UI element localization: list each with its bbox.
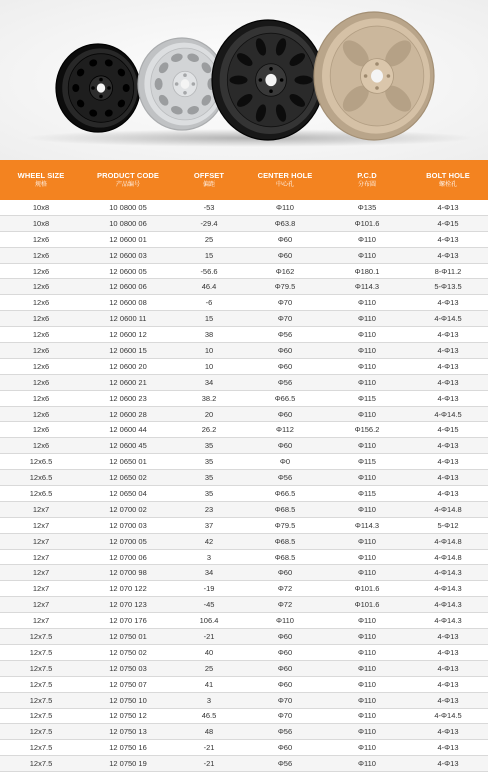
pcd-cell: Φ110 — [326, 756, 408, 772]
product-code-cell: 12 0750 01 — [82, 629, 174, 645]
offset-cell: 38.2 — [174, 390, 244, 406]
product-code-cell: 12 0750 12 — [82, 708, 174, 724]
offset-cell: 15 — [174, 311, 244, 327]
product-code-cell: 12 0700 05 — [82, 533, 174, 549]
offset-cell: -21 — [174, 629, 244, 645]
offset-cell: 106.4 — [174, 613, 244, 629]
table-row — [0, 311, 488, 327]
wheel-size-cell: 12x7 — [0, 581, 82, 597]
wheel-size-cell: 12x7.5 — [0, 676, 82, 692]
center-hole-cell: Φ66.5 — [244, 486, 326, 502]
product-code-cell: 12 0700 03 — [82, 517, 174, 533]
column-header-pcd — [326, 160, 408, 200]
table-row — [0, 517, 488, 533]
center-hole-cell: Φ56 — [244, 374, 326, 390]
pcd-cell: Φ110 — [326, 438, 408, 454]
table-row — [0, 486, 488, 502]
center-hole-cell: Φ56 — [244, 724, 326, 740]
offset-cell: 46.4 — [174, 279, 244, 295]
center-hole-cell: Φ56 — [244, 470, 326, 486]
center-hole-cell: Φ60 — [244, 644, 326, 660]
pcd-cell: Φ114.3 — [326, 279, 408, 295]
offset-cell: 25 — [174, 231, 244, 247]
wheel-size-cell: 12x7.5 — [0, 660, 82, 676]
table-row — [0, 247, 488, 263]
wheel-size-cell: 12x7 — [0, 533, 82, 549]
column-header-label: WHEEL SIZE — [17, 170, 65, 180]
wheel-size-cell: 12x7 — [0, 501, 82, 517]
table-row — [0, 501, 488, 517]
product-code-cell: 12 0750 13 — [82, 724, 174, 740]
bolt-hole-cell: 4-Φ13 — [408, 454, 488, 470]
pcd-cell: Φ101.6 — [326, 597, 408, 613]
product-code-cell: 12 0600 44 — [82, 422, 174, 438]
center-hole-cell: Φ70 — [244, 692, 326, 708]
wheel-size-cell: 12x7.5 — [0, 644, 82, 660]
wheel-size-cell: 12x6 — [0, 406, 82, 422]
table-row — [0, 708, 488, 724]
bolt-hole-cell: 4-Φ13 — [408, 644, 488, 660]
offset-cell: -21 — [174, 756, 244, 772]
product-code-cell: 12 0600 28 — [82, 406, 174, 422]
bolt-hole-cell: 4-Φ13 — [408, 295, 488, 311]
table-row — [0, 343, 488, 359]
column-header-sublabel: 分布圆 — [357, 181, 376, 188]
wheel-product-photo — [0, 0, 488, 160]
wheel-size-cell: 12x7.5 — [0, 724, 82, 740]
offset-cell: 37 — [174, 517, 244, 533]
wheel-size-cell: 12x6 — [0, 343, 82, 359]
product-code-cell: 10 0800 06 — [82, 215, 174, 231]
pcd-cell: Φ110 — [326, 374, 408, 390]
center-hole-cell: Φ56 — [244, 756, 326, 772]
center-hole-cell: Φ110 — [244, 613, 326, 629]
table-row — [0, 231, 488, 247]
product-code-cell: 12 0750 10 — [82, 692, 174, 708]
offset-cell: 40 — [174, 644, 244, 660]
wheel-size-cell: 12x7 — [0, 517, 82, 533]
pcd-cell: Φ110 — [326, 470, 408, 486]
wheel-size-cell: 12x6 — [0, 374, 82, 390]
product-code-cell: 12 0600 11 — [82, 311, 174, 327]
pcd-cell: Φ110 — [326, 692, 408, 708]
product-code-cell: 12 0600 20 — [82, 358, 174, 374]
center-hole-cell: Φ68.5 — [244, 533, 326, 549]
beige-steel-wheel-icon — [314, 12, 434, 140]
product-code-cell: 12 0750 03 — [82, 660, 174, 676]
bolt-hole-cell: 4-Φ13 — [408, 343, 488, 359]
bolt-hole-cell: 4-Φ14.8 — [408, 501, 488, 517]
bolt-hole-cell: 4-Φ13 — [408, 327, 488, 343]
center-hole-cell: Φ112 — [244, 422, 326, 438]
bolt-hole-cell: 4-Φ13 — [408, 629, 488, 645]
bolt-hole-cell: 4-Φ13 — [408, 390, 488, 406]
offset-cell: 48 — [174, 724, 244, 740]
pcd-cell: Φ135 — [326, 200, 408, 215]
offset-cell: 26.2 — [174, 422, 244, 438]
center-hole-cell: Φ60 — [244, 660, 326, 676]
offset-cell: 20 — [174, 406, 244, 422]
column-header-center-hole — [244, 160, 326, 200]
bolt-hole-cell: 4-Φ15 — [408, 422, 488, 438]
table-row — [0, 295, 488, 311]
center-hole-cell: Φ60 — [244, 358, 326, 374]
center-hole-cell: Φ70 — [244, 295, 326, 311]
wheel-size-cell: 12x6 — [0, 295, 82, 311]
product-code-cell: 12 0600 21 — [82, 374, 174, 390]
bolt-hole-cell: 4-Φ14.5 — [408, 406, 488, 422]
wheel-size-cell: 12x6 — [0, 390, 82, 406]
table-row — [0, 533, 488, 549]
table-row — [0, 374, 488, 390]
pcd-cell: Φ115 — [326, 486, 408, 502]
product-code-cell: 12 0750 19 — [82, 756, 174, 772]
center-hole-cell: Φ162 — [244, 263, 326, 279]
product-code-cell: 12 0600 01 — [82, 231, 174, 247]
table-row — [0, 422, 488, 438]
offset-cell: 35 — [174, 438, 244, 454]
center-hole-cell: Φ60 — [244, 629, 326, 645]
pcd-cell: Φ101.6 — [326, 581, 408, 597]
wheel-size-cell: 12x6 — [0, 231, 82, 247]
product-code-cell: 12 0650 01 — [82, 454, 174, 470]
pcd-cell: Φ110 — [326, 549, 408, 565]
product-code-cell: 10 0800 05 — [82, 200, 174, 215]
center-hole-cell: Φ60 — [244, 676, 326, 692]
product-code-cell: 12 0600 05 — [82, 263, 174, 279]
offset-cell: -29.4 — [174, 215, 244, 231]
pcd-cell: Φ110 — [326, 676, 408, 692]
column-header-sublabel: 中心孔 — [275, 181, 294, 188]
bolt-hole-cell: 4-Φ13 — [408, 470, 488, 486]
pcd-cell: Φ156.2 — [326, 422, 408, 438]
bolt-hole-cell: 4-Φ13 — [408, 692, 488, 708]
product-code-cell: 12 070 176 — [82, 613, 174, 629]
bolt-hole-cell: 4-Φ14.8 — [408, 533, 488, 549]
pcd-cell: Φ101.6 — [326, 215, 408, 231]
center-hole-cell: Φ66.5 — [244, 390, 326, 406]
table-row — [0, 215, 488, 231]
wheel-size-cell: 12x6.5 — [0, 470, 82, 486]
offset-cell: 10 — [174, 343, 244, 359]
wheel-size-cell: 12x6 — [0, 327, 82, 343]
table-header-row — [0, 160, 488, 200]
wheel-size-cell: 12x6 — [0, 358, 82, 374]
bolt-hole-cell: 4-Φ14.8 — [408, 549, 488, 565]
bolt-hole-cell: 4-Φ13 — [408, 756, 488, 772]
offset-cell: -19 — [174, 581, 244, 597]
offset-cell: 35 — [174, 454, 244, 470]
pcd-cell: Φ110 — [326, 724, 408, 740]
bolt-hole-cell: 4-Φ13 — [408, 676, 488, 692]
bolt-hole-cell: 4-Φ14.3 — [408, 581, 488, 597]
center-hole-cell: Φ60 — [244, 740, 326, 756]
offset-cell: 46.5 — [174, 708, 244, 724]
center-hole-cell: Φ60 — [244, 231, 326, 247]
offset-cell: -45 — [174, 597, 244, 613]
column-header-sublabel: 规格 — [34, 181, 47, 188]
wheel-spec-table — [0, 160, 488, 772]
offset-cell: 10 — [174, 358, 244, 374]
offset-cell: 35 — [174, 486, 244, 502]
bolt-hole-cell: 4-Φ13 — [408, 438, 488, 454]
bolt-hole-cell: 4-Φ13 — [408, 358, 488, 374]
wheel-size-cell: 10x8 — [0, 200, 82, 215]
bolt-hole-cell: 4-Φ14.3 — [408, 597, 488, 613]
column-header-wheel-size — [0, 160, 82, 200]
column-header-label: BOLT HOLE — [426, 170, 470, 180]
pcd-cell: Φ110 — [326, 565, 408, 581]
product-code-cell: 12 0700 06 — [82, 549, 174, 565]
product-code-cell: 12 0750 16 — [82, 740, 174, 756]
pcd-cell: Φ110 — [326, 247, 408, 263]
center-hole-cell: Φ110 — [244, 200, 326, 215]
center-hole-cell: Φ0 — [244, 454, 326, 470]
center-hole-cell: Φ72 — [244, 581, 326, 597]
pcd-cell: Φ110 — [326, 406, 408, 422]
table-row — [0, 549, 488, 565]
product-code-cell: 12 070 122 — [82, 581, 174, 597]
wheel-size-cell: 12x7.5 — [0, 740, 82, 756]
wheel-size-cell: 12x6 — [0, 247, 82, 263]
table-row — [0, 406, 488, 422]
offset-cell: 38 — [174, 327, 244, 343]
pcd-cell: Φ110 — [326, 231, 408, 247]
offset-cell: -6 — [174, 295, 244, 311]
center-hole-cell: Φ60 — [244, 343, 326, 359]
pcd-cell: Φ110 — [326, 660, 408, 676]
product-code-cell: 12 0650 02 — [82, 470, 174, 486]
bolt-hole-cell: 5-Φ13.5 — [408, 279, 488, 295]
product-code-cell: 12 0600 45 — [82, 438, 174, 454]
bolt-hole-cell: 4-Φ14.3 — [408, 565, 488, 581]
table-row — [0, 565, 488, 581]
table-row — [0, 327, 488, 343]
product-code-cell: 12 0600 03 — [82, 247, 174, 263]
product-code-cell: 12 0650 04 — [82, 486, 174, 502]
product-code-cell: 12 070 123 — [82, 597, 174, 613]
bolt-hole-cell: 4-Φ13 — [408, 724, 488, 740]
column-header-label: PRODUCT CODE — [96, 170, 160, 180]
pcd-cell: Φ110 — [326, 501, 408, 517]
bolt-hole-cell: 4-Φ13 — [408, 374, 488, 390]
wheel-size-cell: 12x6 — [0, 279, 82, 295]
table-row — [0, 200, 488, 215]
pcd-cell: Φ115 — [326, 454, 408, 470]
product-code-cell: 12 0600 06 — [82, 279, 174, 295]
bolt-hole-cell: 4-Φ13 — [408, 740, 488, 756]
pcd-cell: Φ110 — [326, 533, 408, 549]
offset-cell: -56.6 — [174, 263, 244, 279]
center-hole-cell: Φ60 — [244, 565, 326, 581]
bolt-hole-cell: 4-Φ14.3 — [408, 613, 488, 629]
offset-cell: 23 — [174, 501, 244, 517]
table-row — [0, 438, 488, 454]
column-header-sublabel: 螺栓孔 — [438, 181, 457, 188]
product-code-cell: 12 0700 98 — [82, 565, 174, 581]
wheel-size-cell: 12x6 — [0, 438, 82, 454]
wheel-size-cell: 12x6.5 — [0, 454, 82, 470]
product-code-cell: 12 0600 23 — [82, 390, 174, 406]
table-row — [0, 358, 488, 374]
center-hole-cell: Φ79.5 — [244, 517, 326, 533]
bolt-hole-cell: 4-Φ13 — [408, 247, 488, 263]
pcd-cell: Φ110 — [326, 708, 408, 724]
wheel-size-cell: 12x7 — [0, 597, 82, 613]
center-hole-cell: Φ60 — [244, 247, 326, 263]
pcd-cell: Φ110 — [326, 295, 408, 311]
pcd-cell: Φ110 — [326, 740, 408, 756]
bolt-hole-cell: 5-Φ12 — [408, 517, 488, 533]
black-steel-wheel-icon — [212, 20, 324, 140]
pcd-cell: Φ110 — [326, 644, 408, 660]
product-code-cell: 12 0700 02 — [82, 501, 174, 517]
offset-cell: 34 — [174, 565, 244, 581]
offset-cell: 34 — [174, 374, 244, 390]
pcd-cell: Φ110 — [326, 629, 408, 645]
column-header-bolt-hole — [408, 160, 488, 200]
offset-cell: 41 — [174, 676, 244, 692]
table-row — [0, 676, 488, 692]
table-row — [0, 724, 488, 740]
offset-cell: 3 — [174, 692, 244, 708]
column-header-product-code — [82, 160, 174, 200]
offset-cell: 15 — [174, 247, 244, 263]
center-hole-cell: Φ70 — [244, 708, 326, 724]
pcd-cell: Φ180.1 — [326, 263, 408, 279]
bolt-hole-cell: 4-Φ14.5 — [408, 708, 488, 724]
table-row — [0, 756, 488, 772]
wheel-size-cell: 12x7.5 — [0, 629, 82, 645]
offset-cell: 42 — [174, 533, 244, 549]
product-code-cell: 12 0600 15 — [82, 343, 174, 359]
bolt-hole-cell: 4-Φ14.5 — [408, 311, 488, 327]
wheel-size-cell: 12x6.5 — [0, 486, 82, 502]
center-hole-cell: Φ72 — [244, 597, 326, 613]
bolt-hole-cell: 4-Φ13 — [408, 231, 488, 247]
table-row — [0, 390, 488, 406]
table-row — [0, 660, 488, 676]
center-hole-cell: Φ60 — [244, 438, 326, 454]
wheel-size-cell: 12x7 — [0, 613, 82, 629]
product-code-cell: 12 0600 12 — [82, 327, 174, 343]
offset-cell: -21 — [174, 740, 244, 756]
column-header-label: CENTER HOLE — [257, 170, 313, 180]
offset-cell: -53 — [174, 200, 244, 215]
center-hole-cell: Φ70 — [244, 311, 326, 327]
table-row — [0, 581, 488, 597]
wheel-size-cell: 12x7 — [0, 565, 82, 581]
wheel-size-cell: 10x8 — [0, 215, 82, 231]
offset-cell: 3 — [174, 549, 244, 565]
wheel-size-cell: 12x7.5 — [0, 708, 82, 724]
center-hole-cell: Φ68.5 — [244, 501, 326, 517]
black-steel-wheel-icon — [56, 44, 140, 132]
wheel-size-cell: 12x7.5 — [0, 756, 82, 772]
wheel-size-cell: 12x6 — [0, 311, 82, 327]
product-code-cell: 12 0600 08 — [82, 295, 174, 311]
center-hole-cell: Φ68.5 — [244, 549, 326, 565]
wheel-size-cell: 12x7 — [0, 549, 82, 565]
bolt-hole-cell: 4-Φ13 — [408, 200, 488, 215]
wheel-size-cell: 12x7.5 — [0, 692, 82, 708]
bolt-hole-cell: 4-Φ13 — [408, 486, 488, 502]
center-hole-cell: Φ79.5 — [244, 279, 326, 295]
product-code-cell: 12 0750 02 — [82, 644, 174, 660]
wheel-size-cell: 12x6 — [0, 422, 82, 438]
pcd-cell: Φ114.3 — [326, 517, 408, 533]
bolt-hole-cell: 4-Φ13 — [408, 660, 488, 676]
wheel-size-cell: 12x6 — [0, 263, 82, 279]
offset-cell: 35 — [174, 470, 244, 486]
pcd-cell: Φ115 — [326, 390, 408, 406]
bolt-hole-cell: 8-Φ11.2 — [408, 263, 488, 279]
pcd-cell: Φ110 — [326, 343, 408, 359]
product-code-cell: 12 0750 07 — [82, 676, 174, 692]
table-row — [0, 470, 488, 486]
pcd-cell: Φ110 — [326, 311, 408, 327]
center-hole-cell: Φ63.8 — [244, 215, 326, 231]
table-row — [0, 644, 488, 660]
column-header-label: OFFSET — [193, 170, 225, 180]
table-row — [0, 613, 488, 629]
column-header-offset — [174, 160, 244, 200]
column-header-label: P.C.D — [357, 170, 377, 180]
offset-cell: 25 — [174, 660, 244, 676]
column-header-sublabel: 产品编号 — [115, 181, 140, 188]
table-row — [0, 454, 488, 470]
center-hole-cell: Φ60 — [244, 406, 326, 422]
bolt-hole-cell: 4-Φ15 — [408, 215, 488, 231]
table-row — [0, 279, 488, 295]
center-hole-cell: Φ56 — [244, 327, 326, 343]
pcd-cell: Φ110 — [326, 327, 408, 343]
table-row — [0, 629, 488, 645]
column-header-sublabel: 偏距 — [202, 181, 215, 188]
table-row — [0, 740, 488, 756]
pcd-cell: Φ110 — [326, 358, 408, 374]
table-row — [0, 263, 488, 279]
table-row — [0, 692, 488, 708]
table-row — [0, 597, 488, 613]
pcd-cell: Φ110 — [326, 613, 408, 629]
